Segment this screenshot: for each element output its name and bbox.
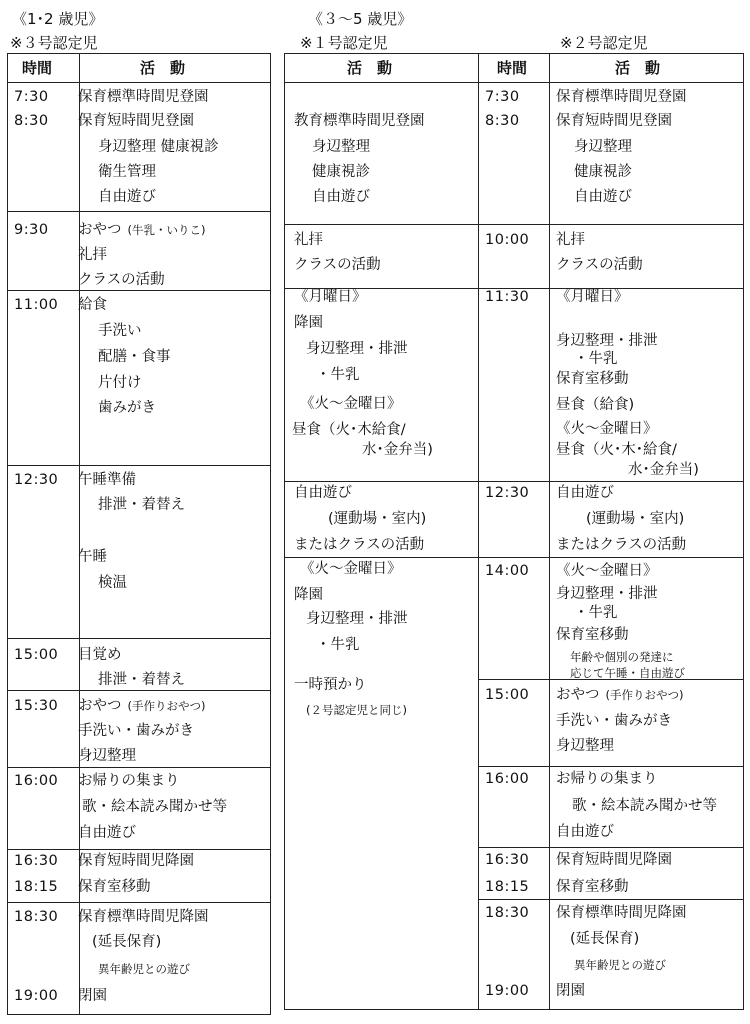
cert2-activity-cell: ・牛乳: [574, 605, 618, 621]
cert3-activity-cell: 異年齢児との遊び: [98, 962, 190, 976]
cert2-activity-cell: 昼食（火･木･給食/: [556, 442, 677, 458]
cert2-activity-cell: 身辺整理: [574, 139, 632, 155]
cert2-time-cell: 7:30: [485, 89, 520, 105]
cert2-time-cell: 18:30: [485, 905, 530, 921]
cert3-time-cell: 8:30: [14, 113, 49, 129]
cert3-activity-cell: おやつ (手作りおやつ): [78, 698, 206, 714]
cert2-time-cell: 18:15: [485, 879, 530, 895]
cert3-activity-cell: 身辺整理 健康視診: [98, 139, 219, 155]
cert3-activity-cell: 身辺整理: [78, 748, 136, 764]
cert3-time-cell: 16:00: [14, 773, 59, 789]
cert3-activity-cell: 給食: [78, 297, 107, 313]
cert1-activity-cell: 礼拝: [294, 232, 323, 248]
cert2-activity-note: (手作りおやつ): [605, 688, 684, 702]
cert3-activity-cell: 保育標準時間児降園: [78, 909, 209, 925]
cert1-activity-cell: またはクラスの活動: [294, 537, 425, 553]
cert3-time-cell: 19:00: [14, 988, 59, 1004]
cert2-activity-cell: 自由遊び: [556, 485, 614, 501]
cert2-time-cell: 11:30: [485, 289, 530, 305]
age-group-3-5-heading: 《３～5 歳児》: [308, 10, 413, 28]
certification-3-heading: ※３号認定児: [10, 34, 98, 52]
cert3-time-cell: 12:30: [14, 472, 59, 488]
cert2-activity-cell: 保育短時間児登園: [556, 113, 672, 129]
cert2-activity-cell: 自由遊び: [574, 189, 632, 205]
cert2-time-cell: 16:00: [485, 771, 530, 787]
cert2-activity-cell: 保育短時間児降園: [556, 852, 672, 868]
cert3-time-cell: 11:00: [14, 297, 59, 313]
cert3-time-cell: 16:30: [14, 853, 59, 869]
cert3-activity-note: (手作りおやつ): [127, 699, 206, 713]
certification-1-heading: ※１号認定児: [300, 34, 388, 52]
cert2-activity-cell: (運動場・室内): [586, 511, 685, 527]
cert3-time-cell: 7:30: [14, 89, 49, 105]
cert1-activity-cell: ・牛乳: [316, 367, 360, 383]
cert3-activity-cell: 衛生管理: [98, 164, 156, 180]
cert3-activity-cell: 保育室移動: [78, 879, 151, 895]
cert1-activity-cell: 降園: [294, 587, 323, 603]
cert1-activity-cell: 身辺整理・排泄: [306, 341, 408, 357]
cert1-activity-cell: 《火～金曜日》: [300, 561, 402, 577]
cert2-time-cell: 14:00: [485, 563, 530, 579]
cert2-activity-cell: 身辺整理: [556, 738, 614, 754]
cert2-activity-cell: ・牛乳: [574, 351, 618, 367]
time-column-header: 時間: [22, 59, 53, 77]
cert3-time-cell: 15:30: [14, 698, 59, 714]
cert2-activity-cell: 手洗い・歯みがき: [556, 713, 672, 729]
cert3-activity-cell: 保育短時間児降園: [78, 853, 194, 869]
cert2-activity-cell: 水･金弁当): [628, 462, 699, 478]
cert3-activity-cell: 目覚め: [78, 647, 122, 663]
cert2-activity-cell: 《火～金曜日》: [556, 421, 658, 437]
cert2-time-cell: 19:00: [485, 983, 530, 999]
cert2-time-cell: 10:00: [485, 232, 530, 248]
cert3-activity-cell: 排泄・着替え: [98, 497, 185, 513]
cert2-activity-cell: 自由遊び: [556, 824, 614, 840]
cert1-activity-cell: 《火～金曜日》: [300, 396, 402, 412]
cert2-activity-cell: 身辺整理・排泄: [556, 586, 658, 602]
cert3-activity-cell: 保育短時間児登園: [78, 113, 194, 129]
cert2-time-cell: 8:30: [485, 113, 520, 129]
cert1-activity-cell: (２号認定児と同じ): [306, 703, 407, 717]
cert1-activity-cell: 自由遊び: [294, 485, 352, 501]
cert2-activity-cell: 年齢や個別の発達に: [570, 650, 674, 664]
cert3-activity-cell: 保育標準時間児登園: [78, 89, 209, 105]
cert2-activity-cell: 保育室移動: [556, 371, 629, 387]
cert2-activity-cell: 昼食（給食): [556, 397, 635, 413]
activity-column-header: 活 動: [140, 59, 186, 77]
cert2-activity-column-header: 活 動: [615, 59, 661, 77]
cert3-activity-cell: おやつ (牛乳・いりこ): [78, 222, 206, 238]
cert3-activity-cell: 午睡準備: [78, 472, 136, 488]
cert2-time-cell: 15:00: [485, 687, 530, 703]
cert3-activity-note: (牛乳・いりこ): [127, 223, 206, 237]
cert2-activity-cell: 歌・絵本読み聞かせ等: [572, 798, 717, 814]
cert1-activity-cell: 《月曜日》: [294, 289, 367, 305]
cert3-activity-cell: 歌・絵本読み聞かせ等: [82, 799, 227, 815]
cert3-activity-cell: 手洗い: [98, 323, 142, 339]
cert1-activity-cell: 身辺整理・排泄: [306, 611, 408, 627]
cert2-activity-cell: 異年齢児との遊び: [574, 958, 666, 972]
age-group-1-2-heading: 《1･2 歳児》: [12, 10, 104, 28]
cert1-activity-cell: 身辺整理: [312, 139, 370, 155]
cert1-activity-cell: 昼食（火･木給食/: [292, 422, 406, 438]
cert2-activity-cell: 身辺整理・排泄: [556, 333, 658, 349]
cert3-activity-cell: 配膳・食事: [98, 349, 171, 365]
cert3-activity-cell: 自由遊び: [98, 189, 156, 205]
cert3-activity-cell: 排泄・着替え: [98, 672, 185, 688]
cert3-time-cell: 9:30: [14, 222, 49, 238]
cert3-activity-cell: 礼拝: [78, 247, 107, 263]
cert2-activity-cell: 《火～金曜日》: [556, 563, 658, 579]
cert3-activity-cell: 歯みがき: [98, 400, 156, 416]
cert2-activity-cell: おやつ (手作りおやつ): [556, 687, 684, 703]
cert2-activity-cell: 応じて午睡・自由遊び: [570, 666, 685, 680]
cert1-activity-column-header: 活 動: [347, 59, 393, 77]
cert2-activity-cell: 閉園: [556, 983, 585, 999]
cert2-activity-cell: クラスの活動: [556, 257, 643, 273]
cert1-activity-cell: 水･金弁当): [362, 442, 433, 458]
cert3-activity-cell: 午睡: [78, 549, 107, 565]
cert3-activity-cell: 自由遊び: [78, 825, 136, 841]
cert1-activity-cell: 降園: [294, 315, 323, 331]
cert2-time-cell: 12:30: [485, 485, 530, 501]
cert3-time-cell: 18:15: [14, 879, 59, 895]
cert1-activity-cell: クラスの活動: [294, 257, 381, 273]
cert2-activity-cell: (延長保育): [570, 931, 640, 947]
cert3-activity-cell: 片付け: [98, 375, 142, 391]
cert1-activity-cell: 自由遊び: [312, 189, 370, 205]
cert3-activity-cell: 手洗い・歯みがき: [78, 723, 194, 739]
cert2-activity-cell: またはクラスの活動: [556, 537, 687, 553]
cert2-activity-cell: 保育室移動: [556, 627, 629, 643]
cert2-time-column-header: 時間: [497, 59, 528, 77]
cert3-time-cell: 15:00: [14, 647, 59, 663]
cert3-activity-cell: クラスの活動: [78, 272, 165, 288]
cert3-activity-cell: 閉園: [78, 988, 107, 1004]
cert2-activity-cell: 保育標準時間児登園: [556, 89, 687, 105]
cert3-activity-cell: 検温: [98, 575, 127, 591]
cert3-activity-cell: (延長保育): [92, 934, 162, 950]
cert1-activity-cell: ・牛乳: [316, 637, 360, 653]
cert2-activity-cell: 《月曜日》: [556, 289, 629, 305]
cert1-activity-cell: 健康視診: [312, 164, 370, 180]
cert1-activity-cell: 一時預かり: [294, 677, 367, 693]
cert2-activity-cell: 保育室移動: [556, 879, 629, 895]
cert1-activity-cell: (運動場・室内): [328, 511, 427, 527]
cert2-activity-cell: 健康視診: [574, 164, 632, 180]
cert3-activity-cell: お帰りの集まり: [78, 773, 180, 789]
certification-2-heading: ※２号認定児: [560, 34, 648, 52]
cert2-activity-cell: お帰りの集まり: [556, 771, 658, 787]
cert2-activity-cell: 保育標準時間児降園: [556, 905, 687, 921]
cert3-time-cell: 18:30: [14, 909, 59, 925]
cert2-activity-cell: 礼拝: [556, 232, 585, 248]
cert1-activity-cell: 教育標準時間児登園: [294, 113, 425, 129]
cert2-time-cell: 16:30: [485, 852, 530, 868]
